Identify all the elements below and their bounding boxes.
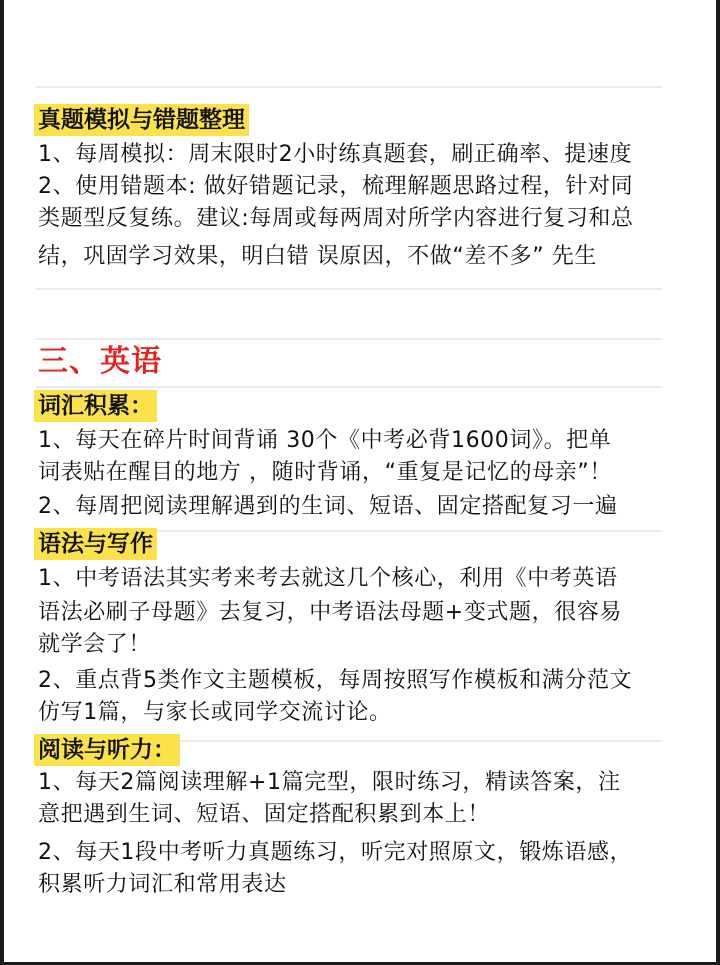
paragraph-line: 2、每周把阅读理解遇到的生词、短语、固定搭配复习一遍 [38,494,618,519]
paragraph-line: 词表贴在醒目的地方 ，随时背诵，“重复是记忆的母亲”！ [38,460,612,485]
paragraph-line: 积累听力词汇和常用表达 [38,872,287,897]
divider [36,386,662,388]
paragraph-line: 2、重点背5类作文主题模板，每周按照写作模板和满分范文 [38,668,633,693]
paragraph-line: 结，巩固学习效果，明白错 误原因，不做“差不多” 先生 [38,244,597,269]
divider [36,338,662,340]
divider [36,86,662,88]
paragraph-line: 类题型反复练。建议:每周或每两周对所学内容进行复习和总 [38,206,634,231]
paragraph-line: 2、使用错题本: 做好错题记录，梳理解题思路过程，针对同 [38,174,634,199]
paragraph-line: 仿写1篇，与家长或同学交流讨论。 [38,700,392,725]
divider [36,288,662,290]
paragraph-line: 1、每周模拟：周末限时2小时练真题套，刷正确率、提速度 [38,142,633,167]
paragraph-line: 2、每天1段中考听力真题练习，听完对照原文，锻炼语感， [38,840,633,865]
heading-mock-exam: 真题模拟与错题整理 [34,104,249,136]
note-page [4,0,716,962]
heading-vocabulary: 词汇积累： [34,390,157,422]
paragraph-line: 1、中考语法其实考来考去就这几个核心，利用《中考英语 [38,566,618,591]
paragraph-line: 语法必刷子母题》去复习，中考语法母题+变式题，很容易 [38,600,623,625]
paragraph-line: 意把遇到生词、短语、固定搭配积累到本上！ [38,802,491,827]
paragraph-line: 就学会了！ [38,632,152,657]
section-title-english: 三、英语 [38,344,162,379]
paragraph-line: 1、每天在碎片时间背诵 30个《中考必背1600词》。把单 [38,428,612,453]
heading-reading-listening: 阅读与听力： [34,734,180,766]
heading-grammar-writing: 语法与写作 [34,528,157,560]
paragraph-line: 1、每天2篇阅读理解+1篇完型，限时练习，精读答案，注 [38,770,621,795]
